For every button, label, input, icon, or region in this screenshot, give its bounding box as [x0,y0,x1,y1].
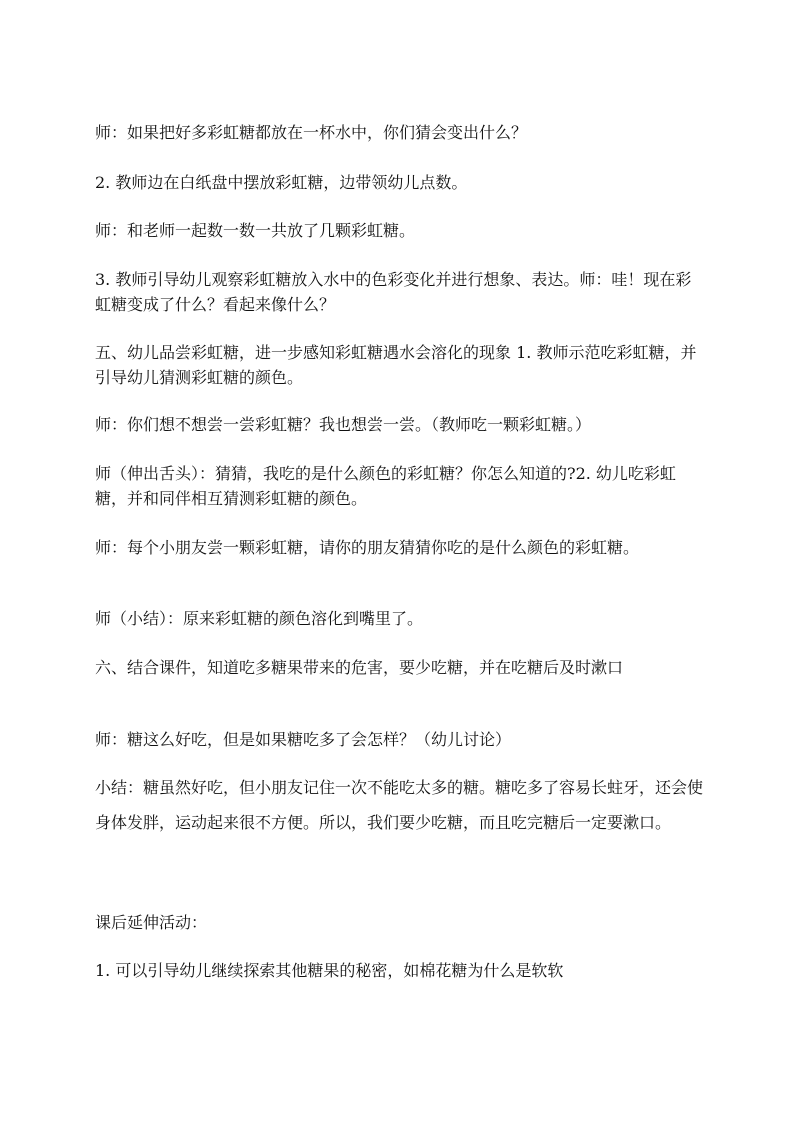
paragraph-teacher-question: 师：如果把好多彩虹糖都放在一杯水中，你们猜会变出什么？ [95,123,528,142]
paragraph-extension-heading: 课后延伸活动： [95,913,208,932]
paragraph-each-child: 师：每个小朋友尝一颗彩虹糖，请你的朋友猜猜你吃的是什么颜色的彩虹糖。 [95,538,640,557]
paragraph-summary: 小结：糖虽然好吃，但小朋友记住一次不能吃太多的糖。糖吃多了容易长蛀牙，还会使身体发胖，运动起来很不方便。所以，我们要少吃糖，而且吃完糖后一定要漱口。 [95,778,704,832]
paragraph-discussion: 师：糖这么好吃，但是如果糖吃多了会怎样？（幼儿讨论） [95,730,512,749]
paragraph-step-2: 2. 教师边在白纸盘中摆放彩虹糖，边带领幼儿点数。 [95,173,468,192]
paragraph-extension-1: 1. 可以引导幼儿继续探索其他糖果的秘密，如棉花糖为什么是软软 [95,961,564,980]
paragraph-teacher-summary: 师（小结）：原来彩虹糖的颜色溶化到嘴里了。 [95,609,424,628]
paragraph-taste-candy: 师：你们想不想尝一尝彩虹糖？我也想尝一尝。（教师吃一颗彩虹糖。） [95,415,592,434]
paragraph-section-five: 五、幼儿品尝彩虹糖，进一步感知彩虹糖遇水会溶化的现象 1. 教师示范吃彩虹糖，并引导幼儿猜测彩虹糖的颜色。 [95,343,697,387]
paragraph-step-3: 3. 教师引导幼儿观察彩虹糖放入水中的色彩变化并进行想象、表达。师：哇！现在彩虹糖变成了什么？看起来像什么？ [95,270,692,314]
paragraph-section-six: 六、结合课件，知道吃多糖果带来的危害，要少吃糖，并在吃糖后及时漱口 [95,658,624,677]
paragraph-count-together: 师：和老师一起数一数一共放了几颗彩虹糖。 [95,221,416,240]
paragraph-tongue-guess: 师（伸出舌头）：猜猜，我吃的是什么颜色的彩虹糖？你怎么知道的?2. 幼儿吃彩虹糖，并和同伴相互猜测彩虹糖的颜色。 [95,464,676,508]
